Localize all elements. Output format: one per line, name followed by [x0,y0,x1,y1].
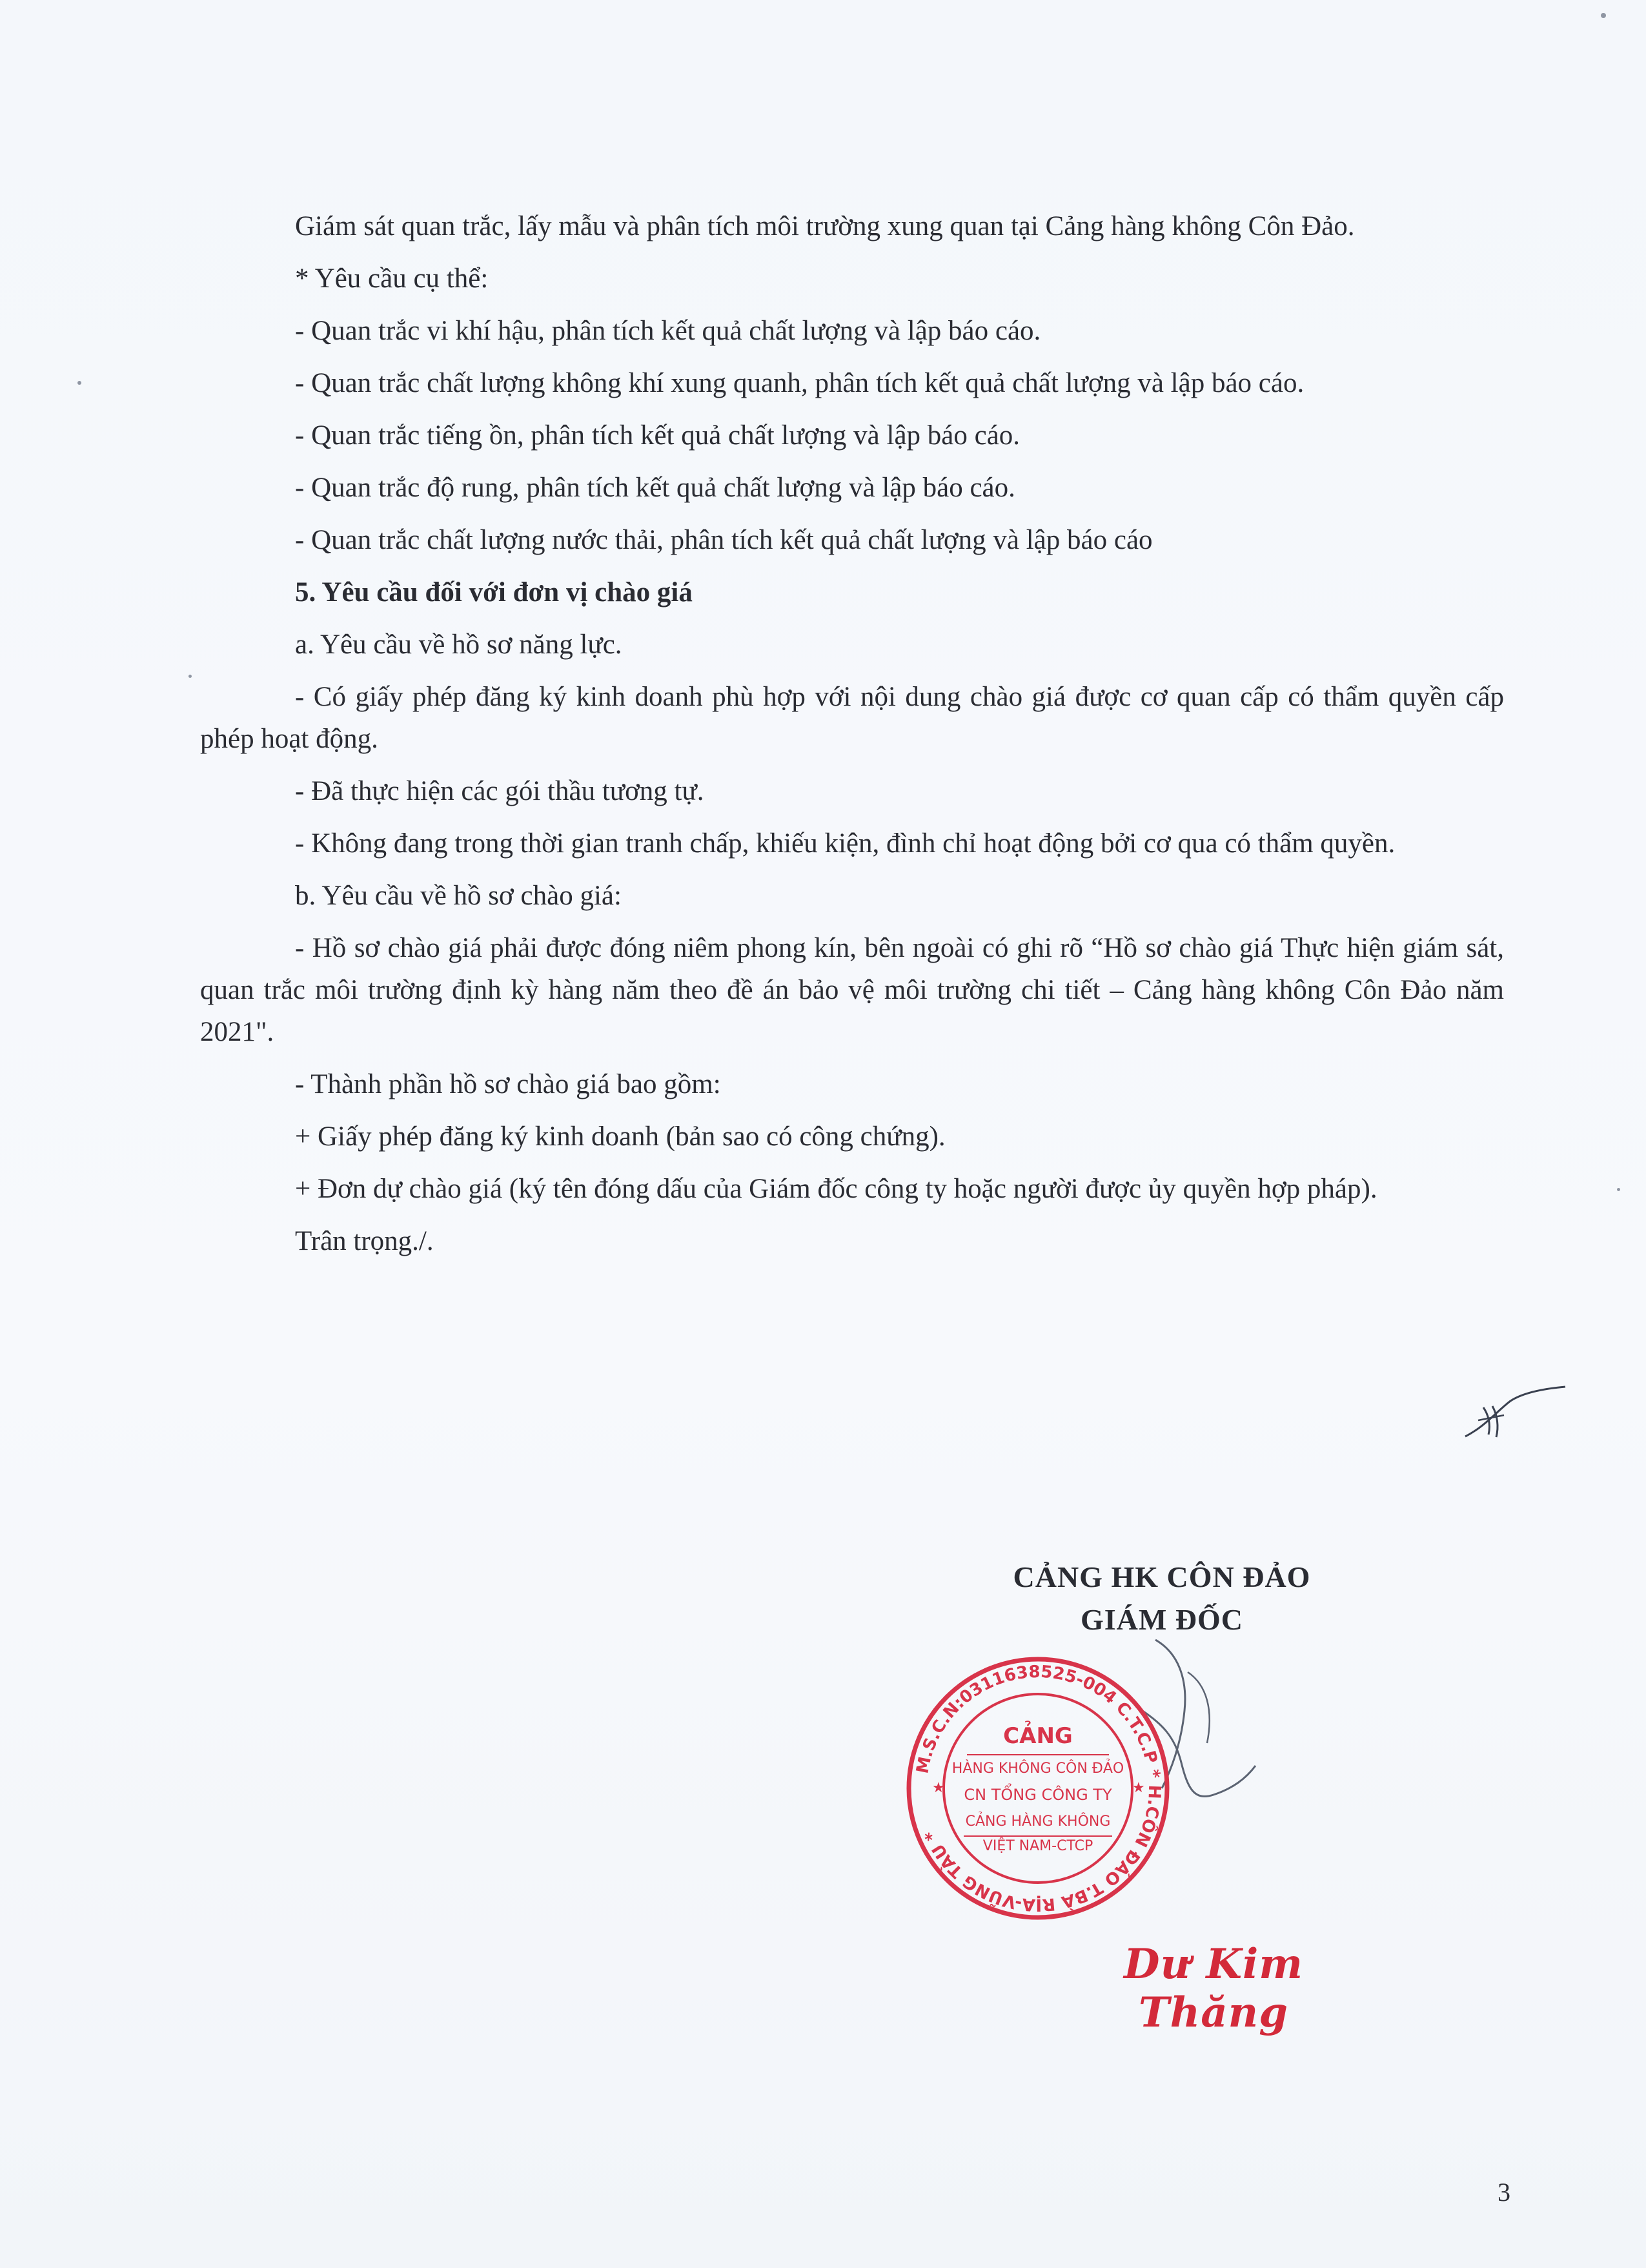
seal-star-icon: ★ [932,1780,945,1796]
paragraph: - Quan trắc chất lượng không khí xung quanh, phân tích kết quả chất lượng và lập báo cáo. [295,368,1305,398]
seal-ring-text: M.S.C.N:0311638525-004 C.T.C.P * H.CÔN ĐẢO T.BÀ RỊA-VŨNG TÀU * [913,1662,1164,1915]
scan-speck [1617,1188,1620,1191]
paragraph: + Đơn dự chào giá (ký tên đóng dấu của Giám đốc công ty hoặc người được ủy quyền hợp pháp). [295,1174,1377,1204]
signer-name: Dư Kim Thăng [1124,1940,1303,2037]
scan-speck [1601,13,1606,18]
paragraph: * Yêu cầu cụ thể: [295,263,489,294]
signature-block [936,1556,1388,1641]
paragraph: - Thành phần hồ sơ chào giá bao gồm: [295,1069,721,1099]
paragraph: - Quan trắc chất lượng nước thải, phân tích kết quả chất lượng và lập báo cáo [295,525,1153,555]
paragraph: - Quan trắc độ rung, phân tích kết quả chất lượng và lập báo cáo. [295,473,1015,503]
paragraph: - Hồ sơ chào giá phải được đóng niêm phong kín, bên ngoài có ghi rõ “Hồ sơ chào giá Thực hiện giám sát, quan trắc môi trường định kỳ hàng năm theo đề án bảo vệ môi trường chi tiết – Cảng hàng không Côn Đảo năm 2021". [200,933,1504,1047]
seal-star-icon: ★ [1132,1780,1145,1796]
paragraph: - Quan trắc tiếng ồn, phân tích kết quả chất lượng và lập báo cáo. [295,420,1021,451]
closing-text: Trân trọng./. [295,1226,434,1256]
page-number: 3 [1498,2178,1510,2207]
subsection-heading: b. Yêu cầu về hồ sơ chào giá: [295,881,622,911]
seal-line: CN TỔNG CÔNG TY [964,1786,1112,1804]
paragraph: Giám sát quan trắc, lấy mẫu và phân tích môi trường xung quan tại Cảng hàng không Côn Đảo. [295,211,1355,241]
section-heading: 5. Yêu cầu đối với đơn vị chào giá [295,577,693,608]
seal-line: HÀNG KHÔNG CÔN ĐẢO [951,1761,1124,1777]
paragraph: - Đã thực hiện các gói thầu tương tự. [295,776,704,806]
seal-line: CẢNG HÀNG KHÔNG [965,1813,1111,1830]
paragraph: - Không đang trong thời gian tranh chấp, khiếu kiện, đình chỉ hoạt động bởi cơ qua có thẩm quyền. [295,828,1396,859]
company-seal [902,1653,1174,1924]
scan-speck [77,381,81,385]
organization-name: CẢNG HK CÔN ĐẢO [1013,1560,1311,1593]
subsection-heading: a. Yêu cầu về hồ sơ năng lực. [295,629,622,660]
paragraph: + Giấy phép đăng ký kinh doanh (bản sao có công chứng). [295,1121,946,1152]
scan-speck [188,675,192,678]
initial-signature-mark [1459,1375,1569,1446]
paragraph: - Có giấy phép đăng ký kinh doanh phù hợp với nội dung chào giá được cơ quan cấp có thẩm quyền cấp phép hoạt động. [200,682,1504,754]
document-body [200,205,1504,1272]
signer-title: GIÁM ĐỐC [1080,1603,1244,1636]
seal-line: CẢNG [1003,1723,1073,1749]
paragraph: - Quan trắc vi khí hậu, phân tích kết quả chất lượng và lập báo cáo. [295,316,1041,346]
seal-line: VIỆT NAM-CTCP [982,1838,1093,1854]
